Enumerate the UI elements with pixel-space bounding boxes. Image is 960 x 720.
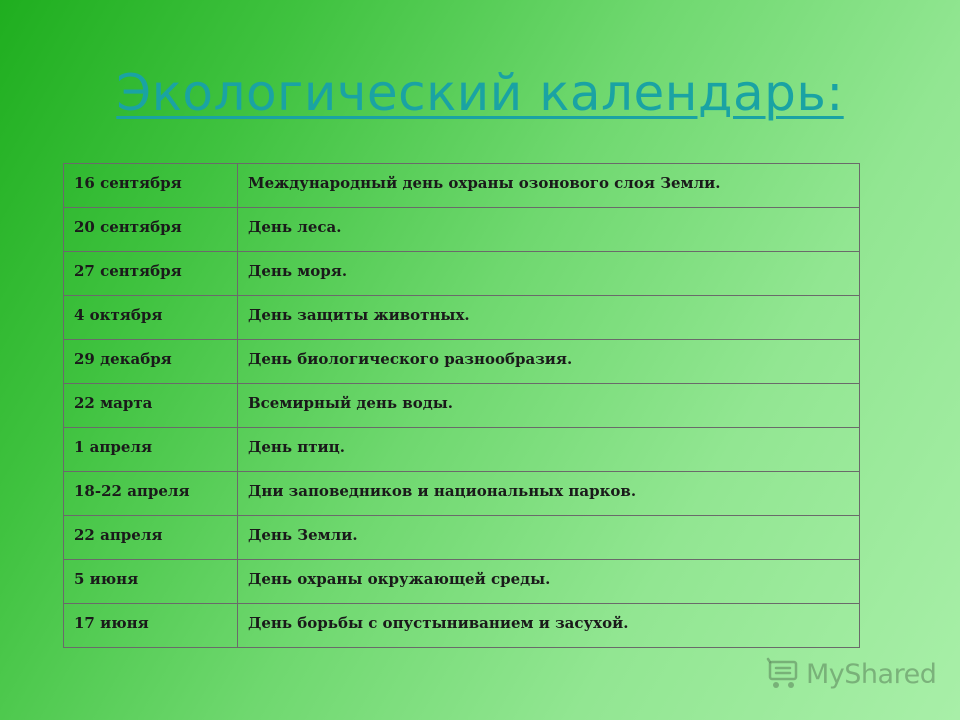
table-row — [64, 428, 860, 472]
table-row — [64, 164, 860, 208]
eco-calendar-body — [64, 164, 860, 648]
row-event: День птиц. — [238, 428, 860, 472]
cart-icon — [766, 657, 802, 691]
row-event: Дни заповедников и национальных парков. — [238, 472, 860, 516]
row-date: 5 июня — [64, 560, 238, 604]
row-date: 4 октября — [64, 296, 238, 340]
table-row — [64, 472, 860, 516]
row-event: День Земли. — [238, 516, 860, 560]
row-event: День биологического разнообразия. — [238, 340, 860, 384]
row-date: 29 декабря — [64, 340, 238, 384]
row-event: Всемирный день воды. — [238, 384, 860, 428]
row-date: 22 апреля — [64, 516, 238, 560]
table-row — [64, 384, 860, 428]
row-event: День леса. — [238, 208, 860, 252]
row-date: 17 июня — [64, 604, 238, 648]
row-date: 18-22 апреля — [64, 472, 238, 516]
myshared-watermark[interactable] — [766, 654, 936, 694]
row-event: День моря. — [238, 252, 860, 296]
table-row — [64, 340, 860, 384]
row-date: 16 сентября — [64, 164, 238, 208]
eco-calendar-table — [63, 163, 860, 648]
row-event: День охраны окружающей среды. — [238, 560, 860, 604]
row-date: 1 апреля — [64, 428, 238, 472]
row-date: 27 сентября — [64, 252, 238, 296]
watermark-text: MyShared — [806, 658, 937, 690]
page-title: Экологический календарь: — [116, 64, 844, 122]
row-event: День борьбы с опустыниванием и засухой. — [238, 604, 860, 648]
table-row — [64, 296, 860, 340]
table-row — [64, 604, 860, 648]
row-event: День защиты животных. — [238, 296, 860, 340]
row-date: 20 сентября — [64, 208, 238, 252]
table-row — [64, 252, 860, 296]
table-row — [64, 560, 860, 604]
row-date: 22 марта — [64, 384, 238, 428]
row-event: Международный день охраны озонового слоя Земли. — [238, 164, 860, 208]
table-row — [64, 208, 860, 252]
table-row — [64, 516, 860, 560]
